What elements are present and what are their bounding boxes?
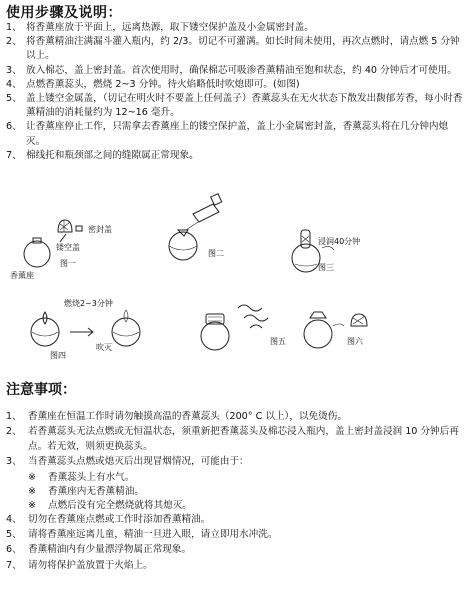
step-number: 6、: [6, 121, 22, 133]
note-item: [6, 543, 464, 557]
note-item: [6, 425, 464, 454]
sub-note-item: [6, 499, 464, 513]
sub-note-item: [6, 471, 464, 485]
note-text: 请勿将保护盖放置于火焰上。: [28, 559, 153, 571]
step-text: 盖上镂空金属盖，（切记在明火时不要盖上任何盖子）香薰蕊头在无火状态下散发出馥郁芳香，每小时香薰精油的消耗量约为 12~16 毫升。: [26, 93, 463, 119]
sub-note-item: [6, 485, 464, 499]
step-item: [6, 120, 464, 148]
note-number: 6、: [6, 544, 22, 556]
note-number: 2、: [6, 426, 22, 438]
label-soak: 浸润40分钟: [318, 237, 361, 246]
label-fig5: 图五: [270, 337, 286, 346]
label-fig2: 图二: [208, 249, 224, 258]
scent-wave-icon: [238, 305, 262, 311]
label-hollow-lid: 镂空盖: [56, 243, 80, 252]
step-number: 7、: [6, 149, 22, 161]
label-fig6: 图六: [347, 337, 363, 346]
step-number: 2、: [6, 36, 22, 48]
sub-note-text: 香薰座内无香薰精油。: [48, 485, 144, 497]
note-number: 5、: [6, 529, 22, 541]
sealed-lid-icon: [76, 226, 82, 231]
step-text: 将香薰精油注满漏斗灌入瓶内，约 2/3。切记不可灌满。如长时间未使用，再次点燃时，请点燃 5 分钟以上。: [26, 36, 460, 62]
label-base: 香薰座: [10, 271, 34, 280]
fig5-bottle: [201, 322, 229, 350]
steps-list: [6, 21, 464, 163]
step-item: [6, 92, 464, 120]
fig5-drawing: [201, 305, 268, 350]
illustrations-drawing: [0, 186, 469, 366]
step-number: 5、: [6, 93, 22, 105]
step-number: 1、: [6, 22, 22, 33]
label-blow-out: 吹灭: [96, 343, 112, 352]
note-number: 3、: [6, 456, 22, 468]
step-text: 棉线托和瓶颈部之间的缝隙属正常现象。: [26, 149, 199, 161]
fig2-bottle: [169, 232, 197, 260]
step-item: [6, 64, 464, 78]
fig4-drawing: [31, 310, 140, 346]
note-text: 若香薰蕊头无法点燃或无恒温状态，须重新把香薰蕊头及棉芯浸入瓶内，盖上密封盖浸润 10 分钟后再点。若无效，则须更换蕊头。: [28, 426, 459, 452]
note-item: [6, 513, 464, 527]
label-fig4: 图四: [50, 351, 66, 360]
note-text: 香薰精油内有少量漂浮物属正常现象。: [28, 544, 192, 556]
sealed-cap-icon: [310, 312, 326, 318]
label-fig3: 图三: [318, 263, 334, 272]
aroma-base-bottle: [24, 241, 50, 267]
note-item: [6, 528, 464, 542]
label-sealed-lid: 密封盖: [88, 225, 112, 234]
step-number: 4、: [6, 78, 22, 90]
oil-bottle-icon: [193, 204, 219, 222]
step-text: 放入棉芯，盖上密封盖。首次使用时，确保棉芯可吸渗香薰精油至饱和状态，约 40 分钟后才可使用。: [26, 64, 457, 76]
note-text: 请将香薰座远离儿童，精油一旦进入眼，请立即用水冲洗。: [28, 529, 278, 541]
step-number: 3、: [6, 64, 22, 76]
step-item: [6, 35, 464, 63]
label-burn: 燃烧2~3分钟: [64, 299, 113, 308]
note-text: 当香薰蕊头点燃或熄灭后出现冒烟情况，可能由于：: [28, 456, 249, 468]
note-number: 7、: [6, 559, 22, 571]
funnel-icon: [178, 230, 188, 236]
step-text: 让香薰座停止工作，只需拿去香薰座上的镂空保护盖，盖上小金属密封盖，香薰蕊头将在几分钟内熄灭。: [26, 121, 449, 147]
step-text: 点燃香薰蕊头，燃烧 2~3 分钟。待火焰略低时吹熄即可。(如图): [26, 78, 300, 90]
reference-mark-icon: ※: [28, 499, 37, 511]
note-text: 切勿在香薰座点燃或工作时添加香薰精油。: [28, 513, 211, 525]
note-item: [6, 559, 464, 573]
sub-note-text: 香薰蕊头上有水气。: [48, 471, 135, 483]
step-item: [6, 78, 464, 92]
step-item: [6, 21, 464, 35]
notes-title: 注意事项：: [6, 382, 76, 398]
notes-list: [6, 410, 464, 574]
label-fig1: 图一: [60, 259, 76, 268]
reference-mark-icon: ※: [28, 485, 37, 497]
step-item: [6, 149, 464, 163]
note-number: 1、: [6, 411, 22, 422]
instructions-title: 使用步骤及说明：: [6, 5, 122, 21]
note-text: 香薰座在恒温工作时请勿触摸高温的香薰蕊头（200° C 以上），以免烫伤。: [28, 411, 347, 422]
fig4-bottle-a: [31, 318, 59, 346]
step-text: 将香薰座放于平面上，远离热源，取下镂空保护盖及小金属密封盖。: [26, 22, 314, 33]
note-item: [6, 410, 464, 424]
note-number: 4、: [6, 513, 22, 525]
note-item: [6, 455, 464, 469]
sub-note-text: 点燃后没有完全燃烧就将其熄灭。: [48, 499, 192, 511]
fig6-bottle: [304, 320, 332, 348]
reference-mark-icon: ※: [28, 471, 37, 483]
illustration-area: [0, 186, 469, 366]
